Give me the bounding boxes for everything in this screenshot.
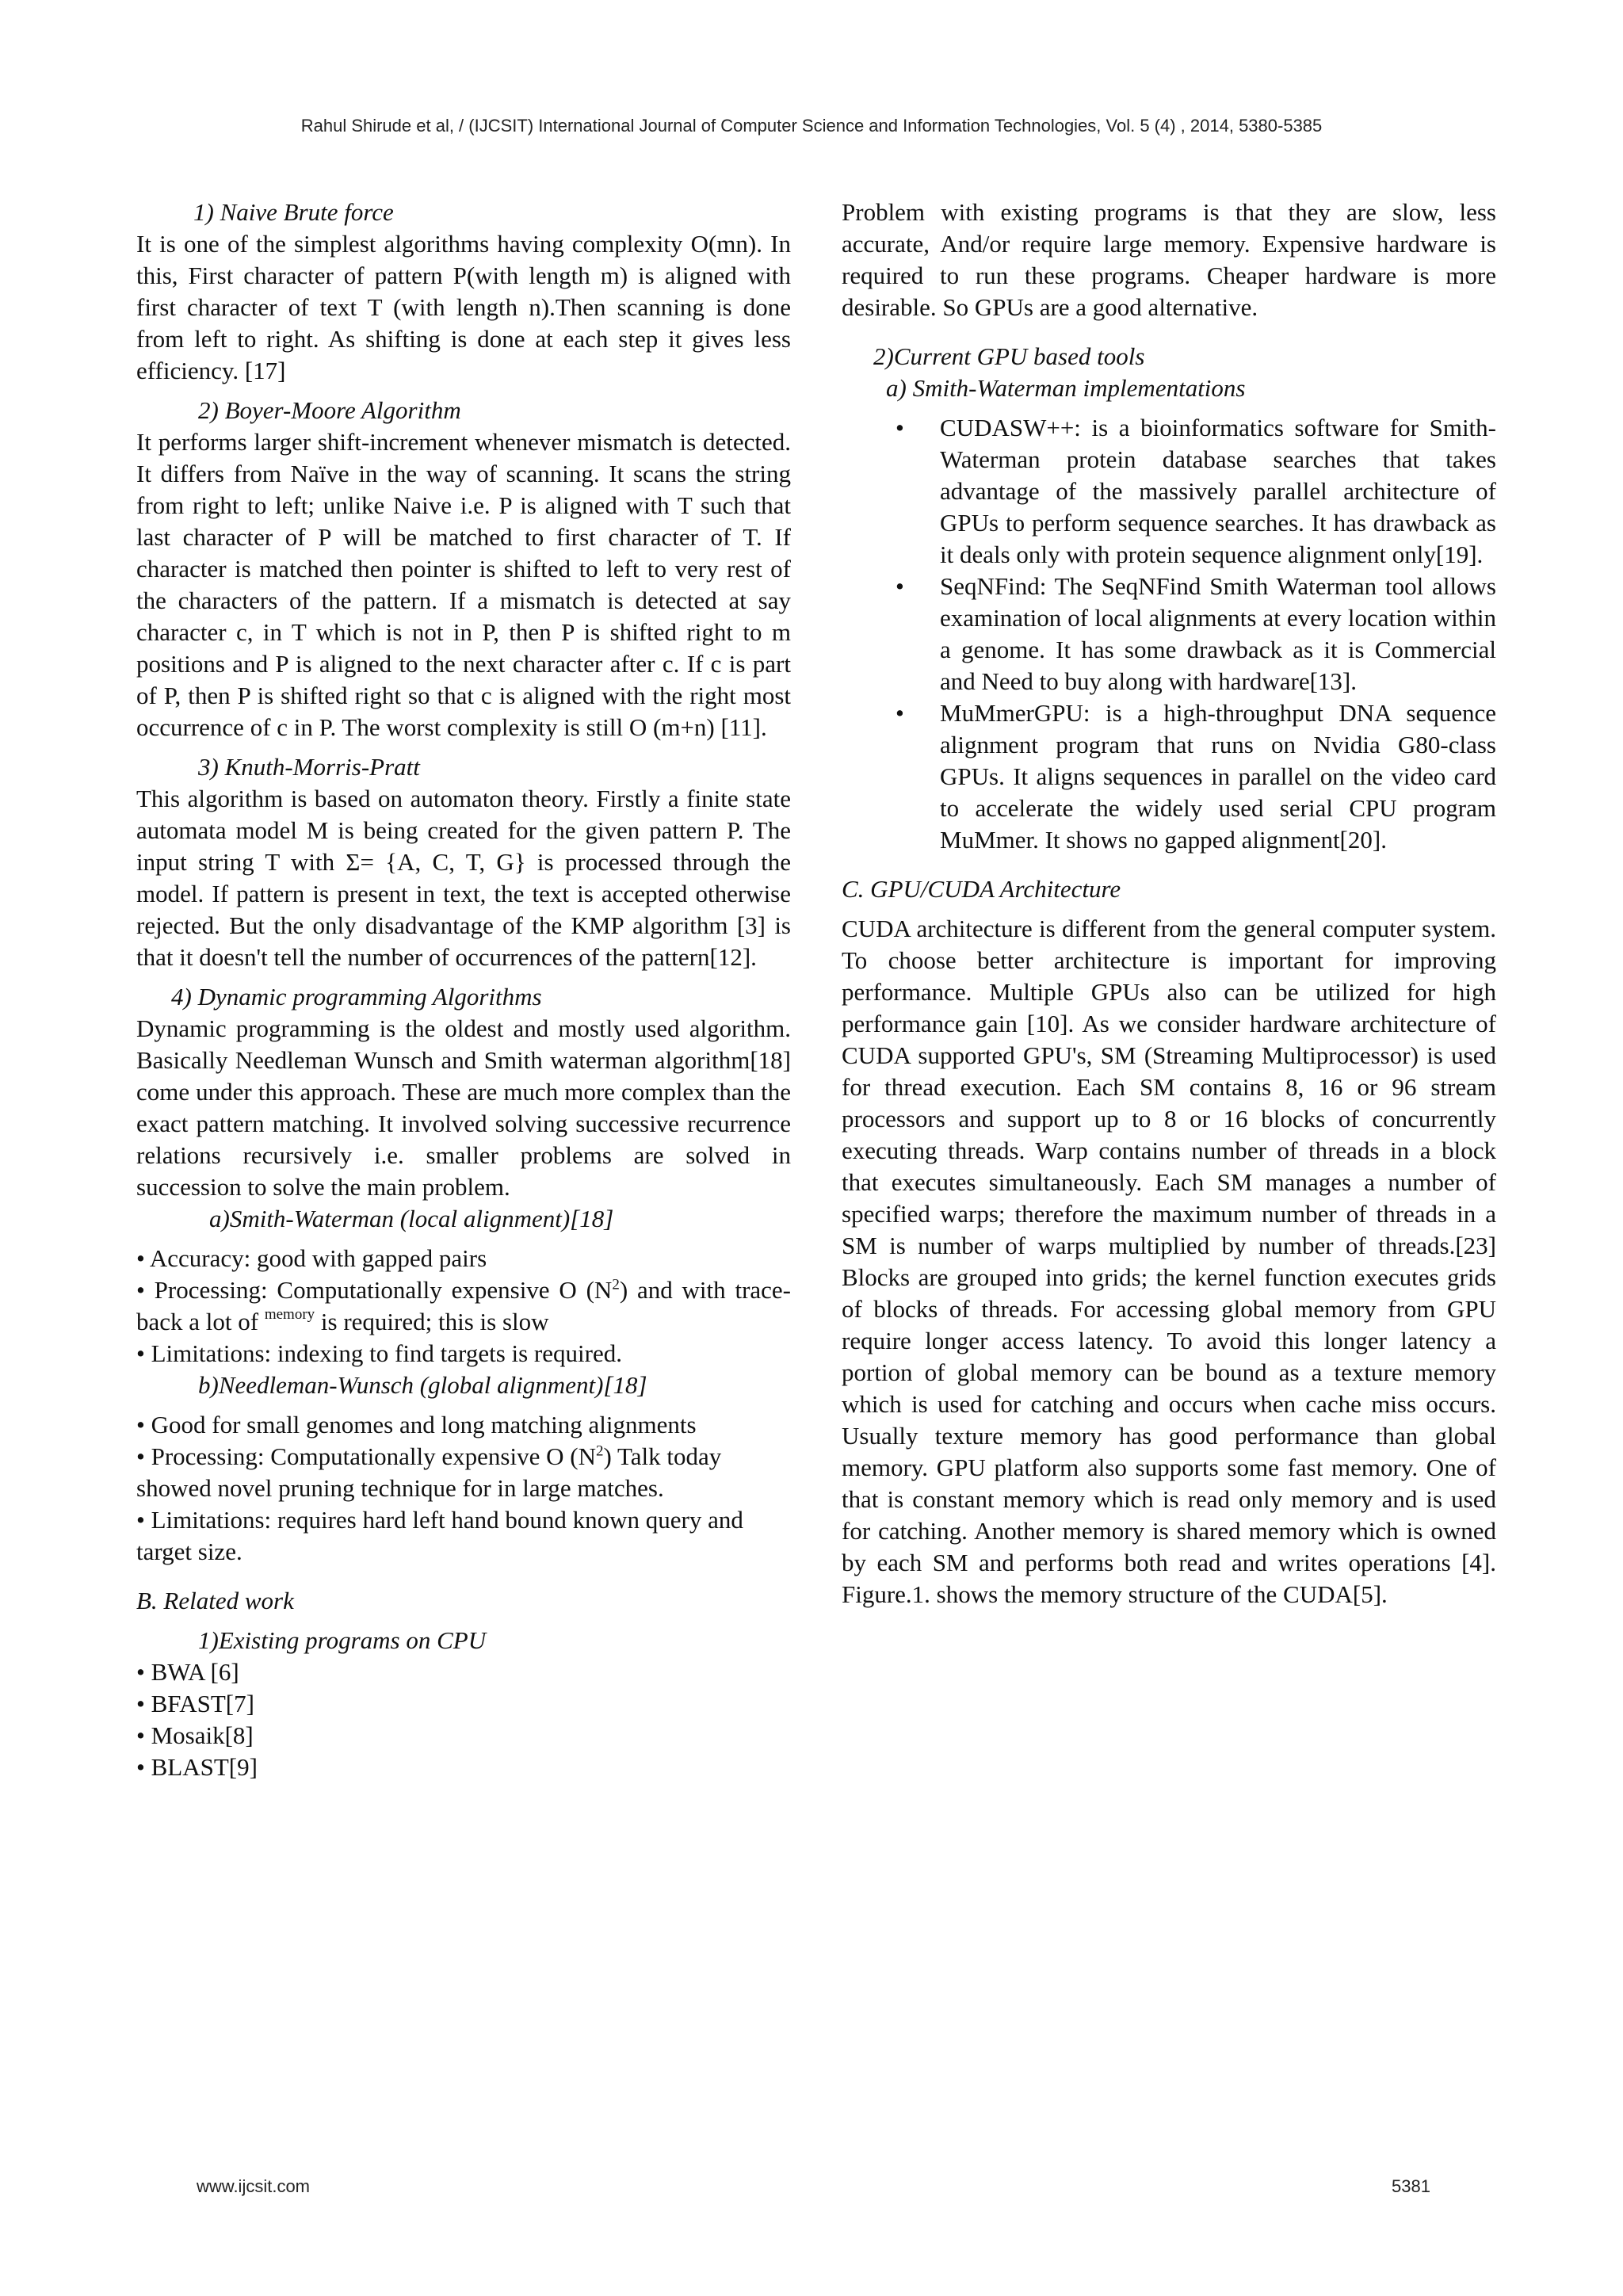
left-column	[136, 197, 791, 1783]
section-heading: 4) Dynamic programming Algorithms	[171, 983, 542, 1010]
section-heading: B. Related work	[136, 1587, 294, 1614]
list-item: • Accuracy: good with gapped pairs	[136, 1244, 487, 1272]
list-item: • BWA [6]	[136, 1658, 239, 1686]
section-heading: 1)Existing programs on CPU	[198, 1626, 487, 1654]
paragraph: It performs larger shift-increment whenever mismatch is detected. It differs from Naïve in the way of scanning. It scans the string from right to left; unlike Naive i.e. P is aligned with T such that last character of P will be matched to first character of T. If character is matched then pointer is shifted to left to very rest of the characters of the pattern. If a mismatch is detected at say character c, in T which is not in P, then P is shifted right to m positions and P is aligned to the next character after c. If c is part of P, then P is shifted right so that c is aligned with the right most occurrence of c in P. The worst complexity is still O (m+n) [11].	[136, 428, 791, 741]
bullet-list	[842, 412, 1496, 856]
list-item: • Processing: Computationally expensive O $(N^2)$ and with trace-back a lot of $^{memory}$ is required; this is slow	[136, 1276, 791, 1335]
paragraph: CUDA architecture is different from the general computer system. To choose better architecture is important for improving performance. Multiple GPUs also can be utilized for high performance gain [10]. As we consider hardware architecture of CUDA supported GPU's, SM (Streaming Multiprocessor) is used for thread execution. Each SM contains 8, 16 or 96 stream processors and support up to 8 or 16 blocks of concurrently executing threads. Warp contains number of threads in a block that executes simultaneously. Each SM manages a number of specified warps; therefore the maximum number of threads in a SM is number of warps multiplied by number of threads.[23] Blocks are grouped into grids; the kernel function executes grids of blocks of threads. For accessing global memory from GPU require longer access latency. To avoid this longer latency a portion of global memory can be bound as a texture memory which is used for catching and occurs when cache miss occurs. Usually texture memory has good performance than global memory. GPU platform also supports some fast memory. One of that is constant memory which is read only memory and is used for catching. Another memory is shared memory which is owned by each SM and performs both read and writes operations [4]. Figure.1. shows the memory structure of the CUDA[5].	[842, 915, 1496, 1608]
section-heading: a)Smith-Waterman (local alignment)[18]	[209, 1205, 614, 1232]
running-header: Rahul Shirude et al, / (IJCSIT) International Journal of Computer Science and Information Technologies, Vol. 5 (4) , 2014, 5380-5385	[300, 116, 1323, 136]
list-item: • Processing: Computationally expensive O $(N^2)$ Talk today showed novel pruning technique for in large matches.	[136, 1442, 722, 1502]
paragraph: Problem with existing programs is that they are slow, less accurate, And/or require large memory. Expensive hardware is required to run these programs. Cheaper hardware is more desirable. So GPUs are a good alternative.	[842, 198, 1496, 321]
list-item: • Limitations: requires hard left hand bound known query and target size.	[136, 1506, 743, 1565]
list-item: • BFAST[7]	[136, 1690, 254, 1717]
paragraph: This algorithm is based on automaton theory. Firstly a finite state automata model M is being created for the given pattern P. The input string T with Σ= {A, C, T, G} is processed through the model. If pattern is present in text, the text is accepted otherwise rejected. But the only disadvantage of the KMP algorithm [3] is that it doesn't tell the number of occurrences of the pattern[12].	[136, 785, 791, 971]
list-item: • Limitations: indexing to find targets is required.	[136, 1339, 622, 1367]
list-item: • Good for small genomes and long matching alignments	[136, 1411, 697, 1438]
section-heading: C. GPU/CUDA Architecture	[842, 875, 1121, 903]
list-item: • MuMmerGPU: is a high-throughput DNA sequence alignment program that runs on Nvidia G80-class GPUs. It aligns sequences in parallel on the video card to accelerate the widely used serial CPU program MuMmer. It shows no gapped alignment[20].	[896, 699, 1496, 854]
section-heading: b)Needleman-Wunsch (global alignment)[18]	[198, 1371, 647, 1399]
list-item: • CUDASW++: is a bioinformatics software for Smith-Waterman protein database searches that takes advantage of the massively parallel architecture of GPUs to perform sequence searches. It has drawback as it deals only with protein sequence alignment only[19].	[896, 414, 1496, 568]
paragraph: It is one of the simplest algorithms having complexity O(mn). In this, First character of pattern P(with length m) is aligned with first character of text T (with length n).Then scanning is done from left to right. As shifting is done at each step it gives less efficiency. [17]	[136, 230, 791, 384]
section-heading: 2) Boyer-Moore Algorithm	[198, 396, 461, 424]
list-item: • Mosaik[8]	[136, 1721, 254, 1749]
list-item: • SeqNFind: The SeqNFind Smith Waterman tool allows examination of local alignments at every location within a genome. It has some drawback as it is Commercial and Need to buy along with hardware[13].	[896, 572, 1496, 695]
paragraph: Dynamic programming is the oldest and mostly used algorithm. Basically Needleman Wunsch and Smith waterman algorithm[18] come under this approach. These are much more complex than the exact pattern matching. It involved solving successive recurrence relations recursively i.e. smaller problems are solved in succession to solve the main problem.	[136, 1014, 791, 1201]
section-heading: 2)Current GPU based tools	[873, 342, 1145, 370]
right-column	[842, 197, 1496, 1610]
bullet-icon: •	[896, 699, 904, 727]
section-heading: 3) Knuth-Morris-Pratt	[198, 753, 420, 781]
bullet-icon: •	[896, 414, 904, 441]
section-heading: 1) Naive Brute force	[193, 198, 394, 226]
footer-site: www.ijcsit.com	[197, 2176, 311, 2196]
list-item: • BLAST[9]	[136, 1753, 258, 1781]
section-heading: a) Smith-Waterman implementations	[886, 374, 1246, 402]
page-number: 5381	[1392, 2176, 1430, 2196]
bullet-icon: •	[896, 572, 904, 600]
